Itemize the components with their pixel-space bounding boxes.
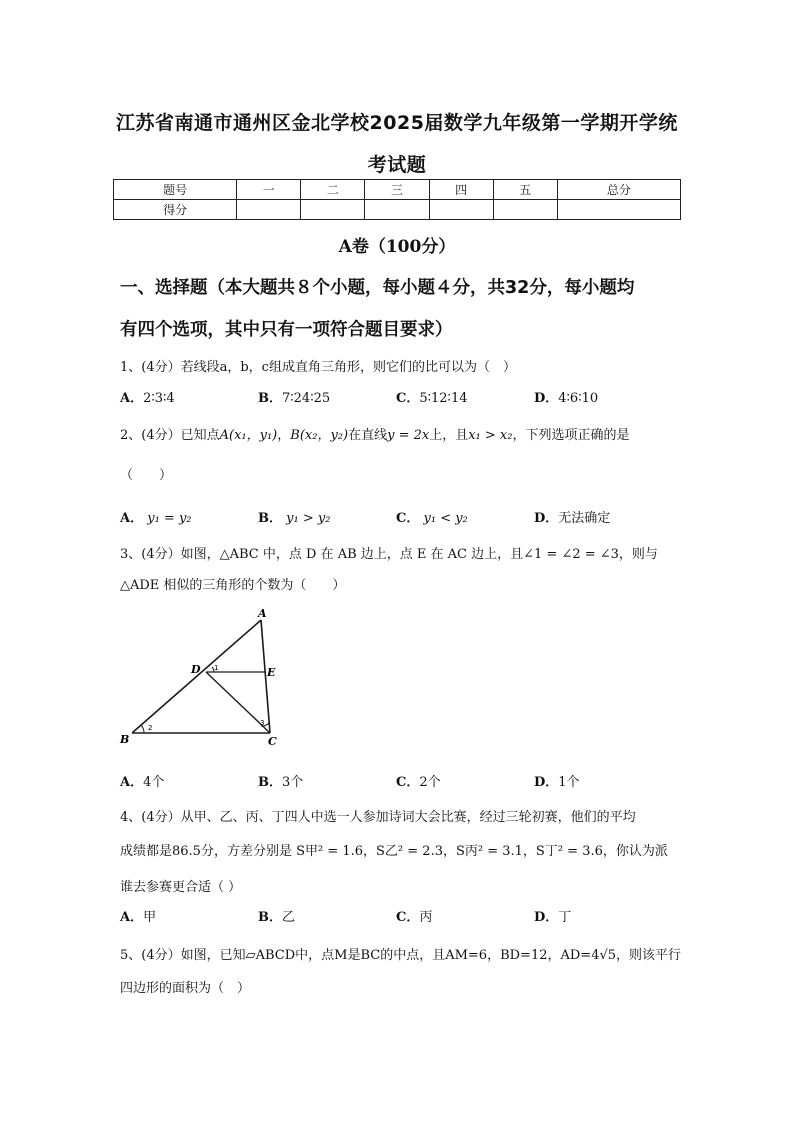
option-label: A． <box>120 910 144 925</box>
option-label: C． <box>396 775 420 790</box>
option-text: 1个 <box>558 775 580 790</box>
q2-option-c <box>396 507 468 526</box>
option-label: A． <box>120 775 144 790</box>
label-angle-3: 3 <box>260 719 265 727</box>
volume-heading: A卷（100分） <box>338 237 456 257</box>
score-cell <box>365 200 429 220</box>
exam-title-line1: 江苏省南通市通州区金北学校2025届数学九年级第一学期开学统 <box>116 112 678 134</box>
score-header-cell: 题号 <box>114 180 237 200</box>
score-header-cell: 二 <box>301 180 365 200</box>
q4-stem-line2: 成绩都是86.5分，方差分别是 S甲² = 1.6，S乙² = 2.3，S丙² = 3.1，S丁² = 3.6，你认为派 <box>120 844 668 859</box>
q2-answer-paren: （ ） <box>120 468 173 483</box>
option-label: C． <box>396 391 420 406</box>
option-label: B． <box>258 511 282 526</box>
label-angle-1: 1 <box>214 664 219 672</box>
option-label: D． <box>534 910 559 925</box>
score-header-cell: 一 <box>237 180 301 200</box>
label-a: A <box>258 607 267 620</box>
option-text: 丙 <box>419 910 433 925</box>
score-header-cell: 五 <box>493 180 557 200</box>
option-text: 4个 <box>143 775 165 790</box>
q1-option-b <box>258 387 330 406</box>
option-label: C． <box>396 511 420 526</box>
q2-point-b: B(x₂，y₂) <box>290 428 349 443</box>
q3-stem-line2: △ADE 相似的三角形的个数为（ ） <box>120 578 346 593</box>
option-text: 乙 <box>282 910 296 925</box>
score-header-cell: 三 <box>365 180 429 200</box>
q3-option-d <box>534 771 580 790</box>
q2-separator: ， <box>277 428 291 443</box>
q4-option-d <box>534 906 571 925</box>
exam-title-line2: 考试题 <box>367 154 427 176</box>
option-label: D． <box>534 775 559 790</box>
section-heading-line2: 有四个选项，其中只有一项符合题目要求） <box>120 320 453 340</box>
q5-stem-line2: 四边形的面积为（ ） <box>120 981 251 996</box>
option-text: 2∶3∶4 <box>143 391 175 406</box>
score-cell <box>557 200 680 220</box>
option-text: y₁ > y₂ <box>286 511 331 526</box>
q2-stem <box>120 424 629 443</box>
option-text: 4∶6∶10 <box>558 391 599 406</box>
q1-option-d <box>534 387 598 406</box>
option-text: y₁ < y₂ <box>423 511 468 526</box>
q4-option-b <box>258 906 295 925</box>
q2-point-a: A(x₁，y₁) <box>219 428 278 443</box>
q3-stem-line1: 3、(4分）如图，△ABC 中，点 D 在 AB 边上，点 E 在 AC 边上，且∠1 = ∠2 = ∠3，则与 <box>120 547 658 562</box>
label-e: E <box>267 666 276 679</box>
section-heading-line1: 一、选择题（本大题共８个小题，每小题４分，共32分，每小题均 <box>120 278 635 298</box>
score-cell <box>429 200 493 220</box>
angle-2-arc <box>141 725 144 733</box>
q2-option-d <box>534 507 610 526</box>
q2-option-b <box>258 507 330 526</box>
score-header-cell: 总分 <box>557 180 680 200</box>
score-table-header-row <box>114 180 681 200</box>
q3-option-b <box>258 771 303 790</box>
q4-stem-line1: 4、(4分）从甲、乙、丙、丁四人中选一人参加诗词大会比赛，经过三轮初赛，他们的平均 <box>120 810 636 825</box>
option-label: A． <box>120 511 144 526</box>
option-text: 甲 <box>143 910 157 925</box>
option-text: 丁 <box>558 910 572 925</box>
label-angle-2: 2 <box>148 724 153 732</box>
option-text: 无法确定 <box>558 511 611 526</box>
option-label: C． <box>396 910 420 925</box>
score-cell <box>237 200 301 220</box>
option-text: y₁ = y₂ <box>147 511 192 526</box>
score-header-cell: 四 <box>429 180 493 200</box>
option-label: B． <box>258 910 282 925</box>
q4-option-c <box>396 906 432 925</box>
label-c: C <box>268 735 277 748</box>
option-text: 5∶12∶14 <box>419 391 468 406</box>
q4-option-a <box>120 906 156 925</box>
q2-on-line: 在直线 <box>348 428 388 443</box>
q1-stem: 1、(4分）若线段a，b，c组成直角三角形，则它们的比可以为（ ） <box>120 360 516 375</box>
score-table <box>113 179 681 220</box>
side-ab <box>132 620 261 733</box>
label-b: B <box>120 733 130 746</box>
label-d: D <box>191 663 201 676</box>
q4-stem-line3: 谁去参赛更合适（ ） <box>120 880 242 895</box>
q1-option-c <box>396 387 467 406</box>
triangle-figure <box>118 605 293 750</box>
option-text: 2个 <box>419 775 441 790</box>
q2-suffix: ，下列选项正确的是 <box>512 428 630 443</box>
q5-stem-line1: 5、(4分）如图，已知▱ABCD中，点M是BC的中点，且AM=6，BD=12，AD=4√5，则该平行 <box>120 948 682 963</box>
score-row-label: 得分 <box>114 200 237 220</box>
q1-option-a <box>120 387 175 406</box>
option-text: 3个 <box>282 775 304 790</box>
option-label: B． <box>258 391 282 406</box>
option-label: A． <box>120 391 144 406</box>
q2-condition: x₁ > x₂ <box>468 428 513 443</box>
score-cell <box>301 200 365 220</box>
option-label: D． <box>534 391 559 406</box>
q2-option-a <box>120 507 192 526</box>
option-label: B． <box>258 775 282 790</box>
q3-option-c <box>396 771 441 790</box>
q3-option-a <box>120 771 164 790</box>
q2-equation: y = 2x <box>387 428 430 443</box>
q2-cond-pre: 上，且 <box>429 428 469 443</box>
score-table-score-row <box>114 200 681 220</box>
option-label: D． <box>534 511 559 526</box>
q2-prefix: 2、(4分）已知点 <box>120 428 220 443</box>
option-text: 7∶24∶25 <box>282 391 331 406</box>
score-cell <box>493 200 557 220</box>
